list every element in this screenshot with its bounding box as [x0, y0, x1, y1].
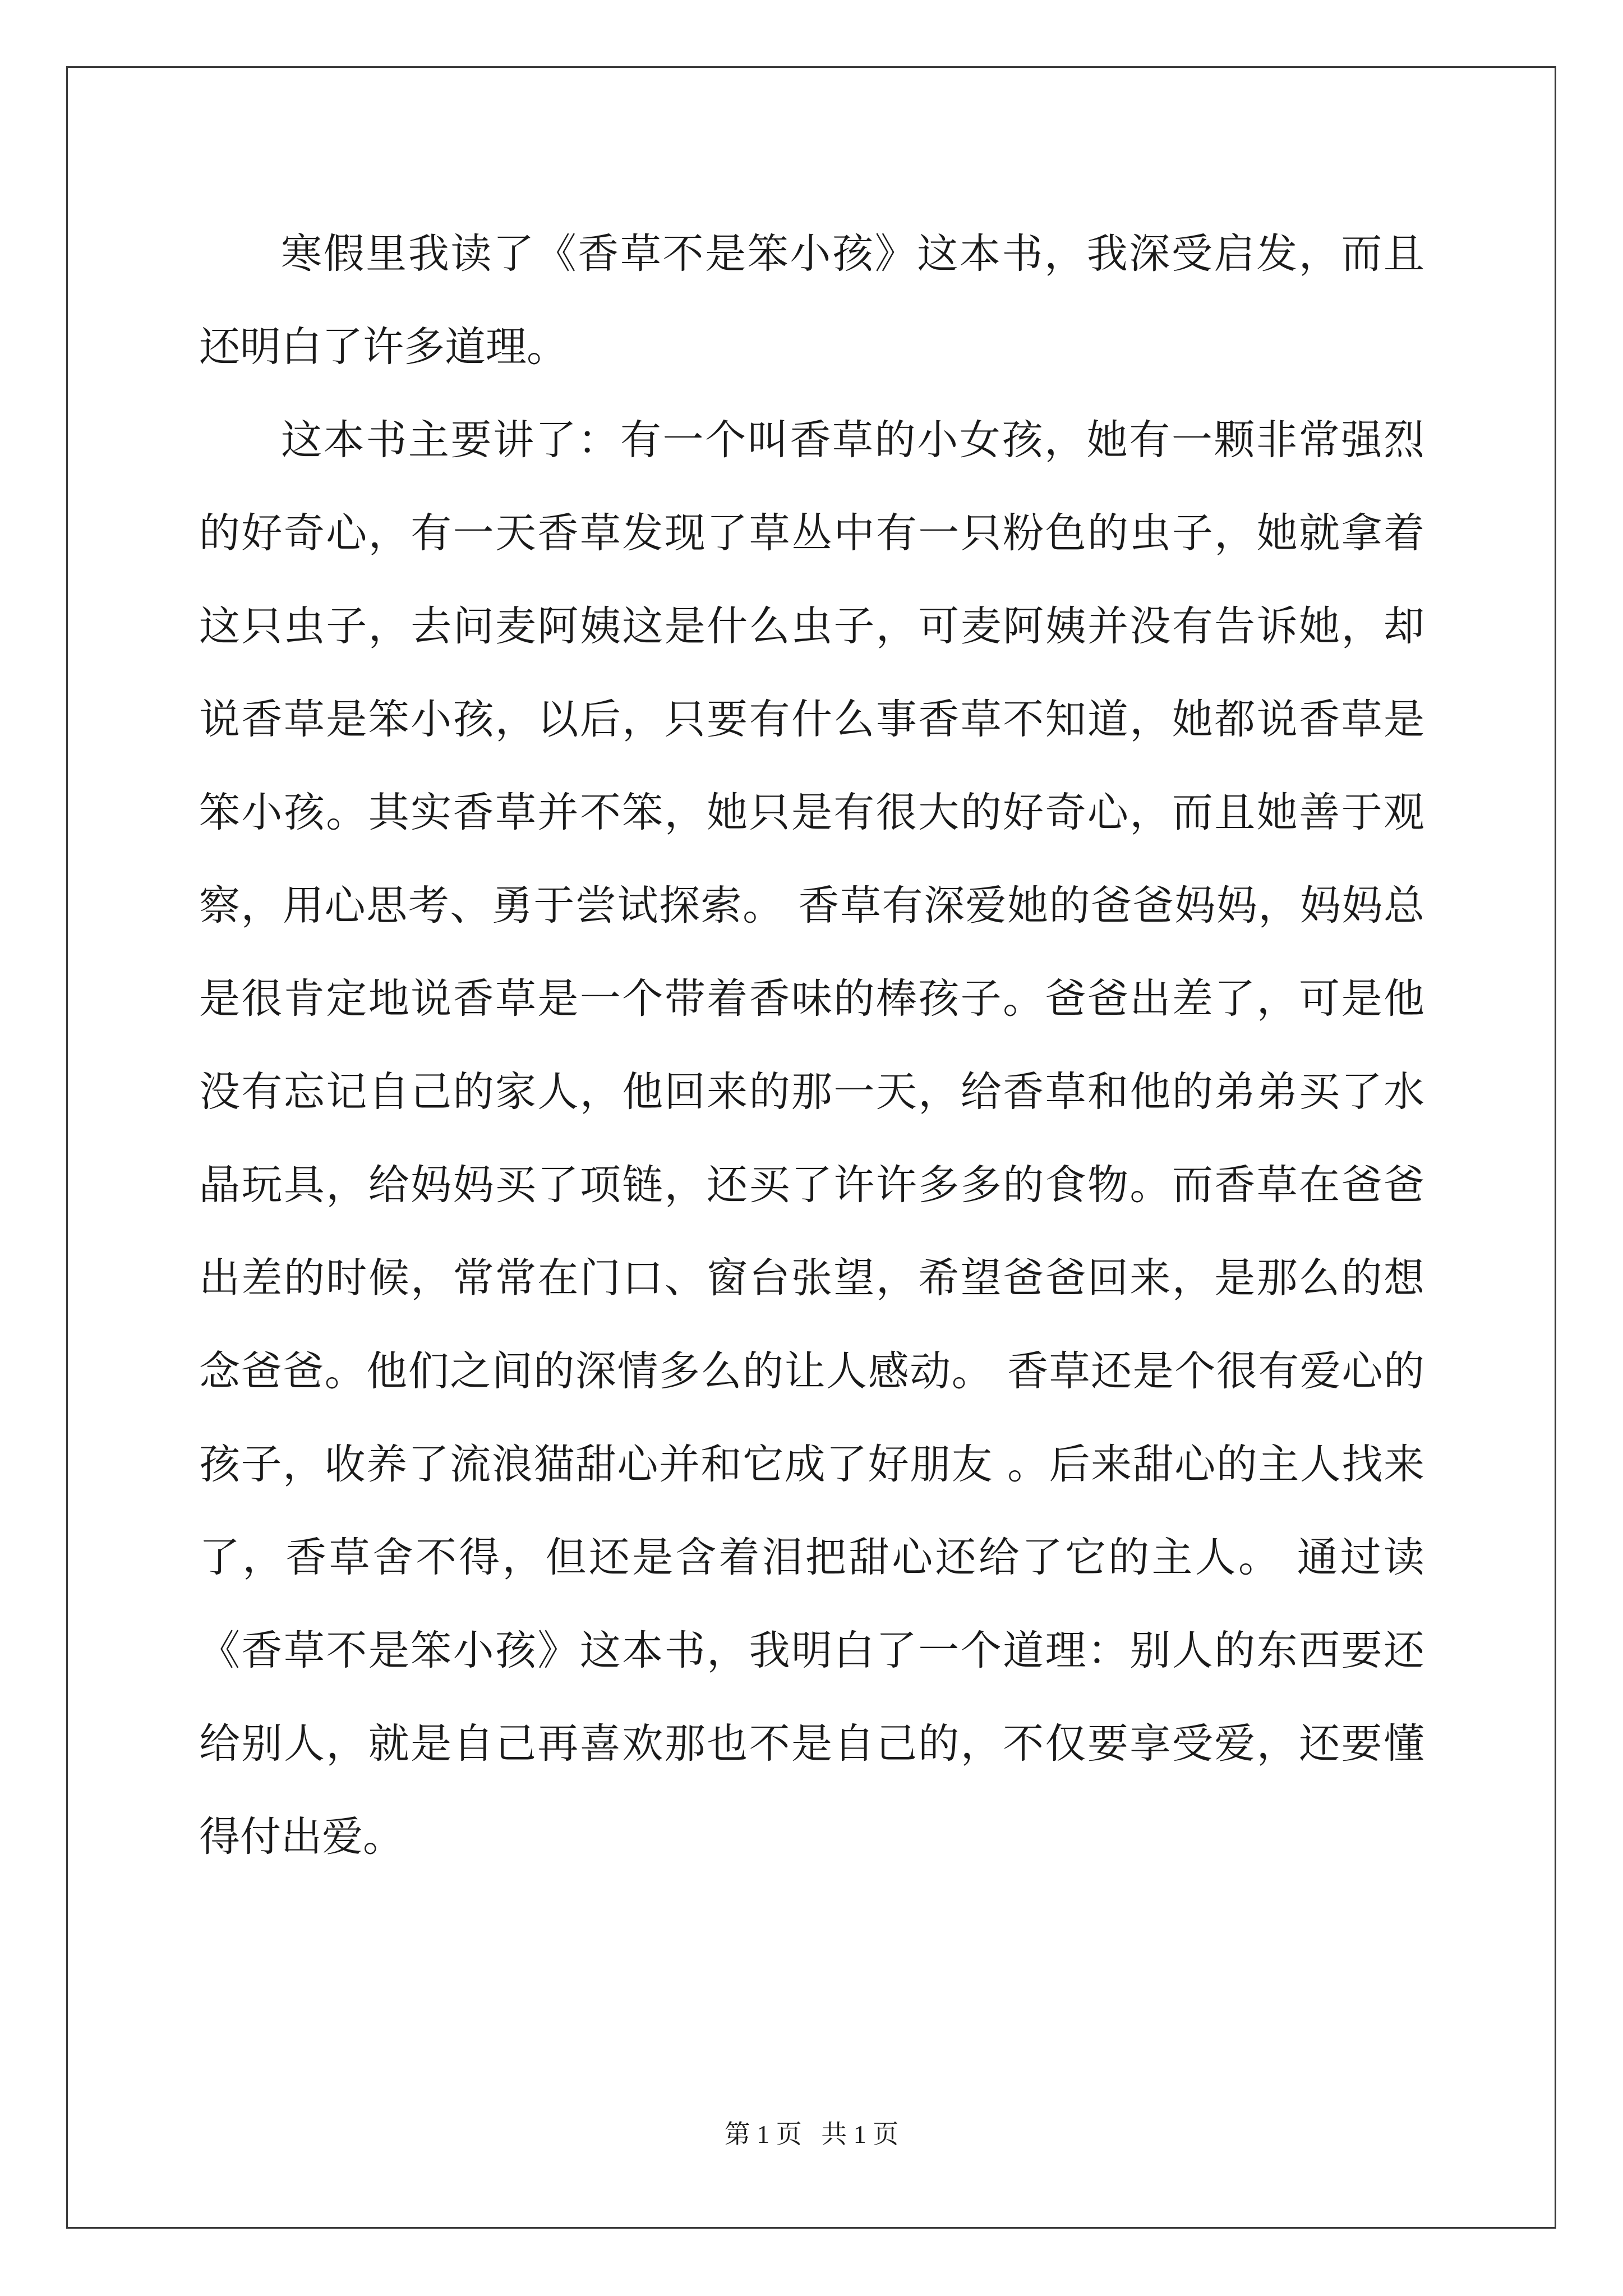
page-number-footer: 第 1 页 共 1 页 — [724, 2120, 899, 2148]
document-body — [199, 208, 1424, 1884]
paragraph-main: 这本书主要讲了：有一个叫香草的小女孩，她有一颗非常强烈的好奇心，有一天香草发现了草丛中有一只粉色的虫子，她就拿着这只虫子，去问麦阿姨这是什么虫子，可麦阿姨并没有告诉她，却说香草是笨小孩，以后，只要有什么事香草不知道，她都说香草是笨小孩。其实香草并不笨，她只是有很大的好奇心，而且她善于观察，用心思考、勇于尝试探索。 香草有深爱她的爸爸妈妈，妈妈总是很肯定地说香草是一个带着香味的棒孩子。爸爸出差了，可是他没有忘记自己的家人，他回来的那一天，给香草和他的弟弟买了水晶玩具，给妈妈买了项链，还买了许许多多的食物。而香草在爸爸出差的时候，常常在门口、窗台张望，希望爸爸回来，是那么的想念爸爸。他们之间的深情多么的让人感动。 香草还是个很有爱心的孩子，收养了流浪猫甜心并和它成了好朋友 。后来甜心的主人找来了，香草舍不得，但还是含着泪把甜心还给了它的主人。 通过读《香草不是笨小孩》这本书，我明白了一个道理：别人的东西要还给别人，就是自己再喜欢那也不是自己的，不仅要享受爱，还要懂得付出爱。 — [199, 416, 1424, 1861]
paragraph-intro: 寒假里我读了《香草不是笨小孩》这本书，我深受启发，而且还明白了许多道理。 — [199, 230, 1424, 371]
